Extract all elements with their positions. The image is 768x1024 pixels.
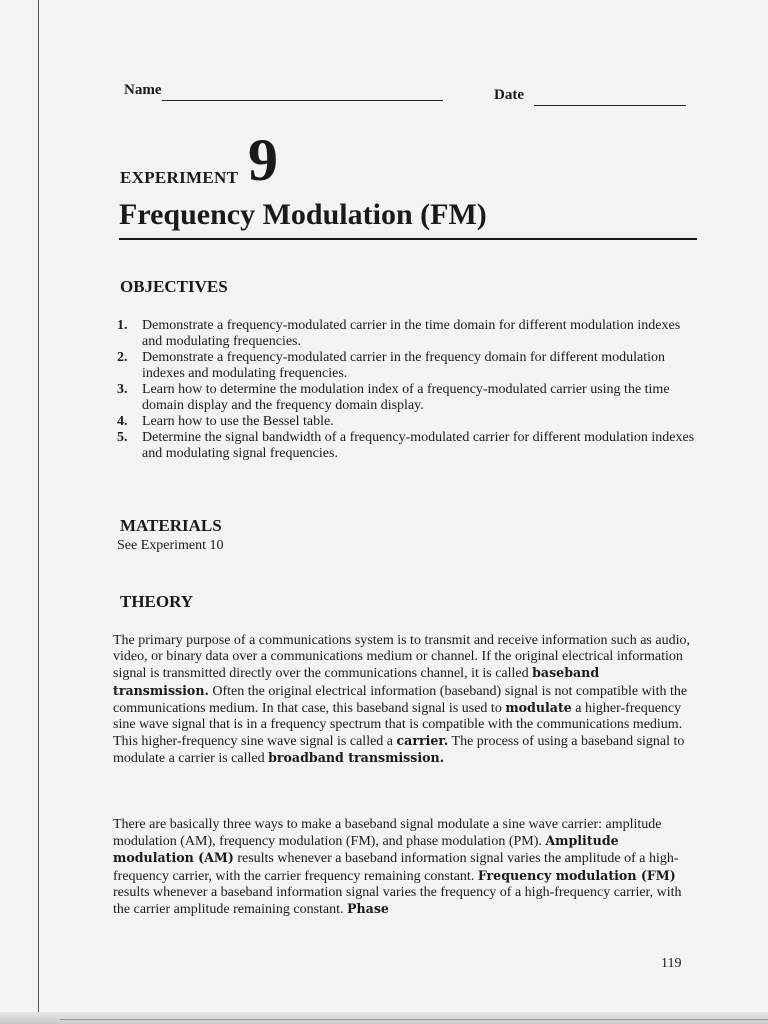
experiment-label: EXPERIMENT	[120, 168, 239, 187]
name-date-header	[124, 82, 690, 108]
text-run: The primary purpose of a communications system is to transmit and receive information such as audio, video, or binary data over a communications medium or channel. If the original electrical information signal is transmitted directly over the communications channel, it is called	[113, 633, 690, 682]
bold-term: modulate	[505, 699, 572, 715]
scan-edge-line	[60, 1019, 768, 1020]
title-underline	[119, 238, 697, 240]
page-number: 119	[661, 956, 682, 971]
list-item-number: 3.	[117, 382, 128, 397]
list-item-text: Learn how to use the Bessel table.	[142, 414, 334, 429]
text-run: results whenever a baseband information signal varies the frequency of a high-frequency carrier, with the carrier amplitude remaining constant.	[113, 884, 682, 918]
bold-term: baseband transmission.	[113, 665, 600, 698]
list-item-number: 5.	[117, 430, 128, 445]
name-blank-line	[162, 100, 443, 101]
list-item	[117, 318, 697, 350]
list-item-number: 2.	[117, 350, 128, 365]
objectives-heading: OBJECTIVES	[120, 277, 228, 296]
list-item-text: Learn how to determine the modulation index of a frequency-modulated carrier using the time domain display and the frequency domain display.	[142, 382, 670, 413]
theory-heading: THEORY	[120, 592, 194, 611]
bold-term: Frequency modulation (FM)	[477, 867, 676, 883]
bold-term: carrier.	[396, 733, 449, 749]
list-item	[117, 430, 697, 462]
list-item	[117, 382, 697, 414]
theory-paragraph-2	[113, 817, 699, 918]
date-blank-line	[534, 105, 686, 106]
binding-edge	[38, 0, 39, 1024]
text-run: Often the original electrical information (baseband) signal is not compatible with the communications medium. In that case, this baseband signal is used to	[113, 683, 688, 716]
list-item	[117, 414, 697, 430]
list-item-number: 4.	[117, 414, 128, 429]
text-run: a higher-frequency sine wave signal that is in a frequency spectrum that is compatible with the communications medium. This higher-frequency sine wave signal is called a	[113, 700, 683, 750]
list-item	[117, 350, 697, 382]
bold-term: Phase	[347, 901, 389, 917]
date-label: Date	[494, 87, 524, 103]
text-run: The process of using a baseband signal to modulate a carrier is called	[113, 734, 685, 767]
list-item-number: 1.	[117, 318, 128, 333]
experiment-number: 9	[248, 127, 278, 193]
objectives-list	[117, 318, 697, 462]
list-item-text: Demonstrate a frequency-modulated carrier in the frequency domain for different modulation indexes and modulating frequencies.	[142, 350, 665, 381]
scan-edge	[0, 1012, 768, 1024]
text-run: results whenever a baseband information signal varies the amplitude of a high-frequency carrier, with the carrier frequency remaining constant.	[113, 851, 679, 884]
bold-term: broadband transmission.	[268, 750, 445, 766]
list-item-text: Demonstrate a frequency-modulated carrier in the time domain for different modulation indexes and modulating frequencies.	[142, 318, 681, 349]
list-item-text: Determine the signal bandwidth of a frequency-modulated carrier for different modulation indexes and modulating signal frequencies.	[142, 430, 695, 461]
page-title: Frequency Modulation (FM)	[119, 198, 487, 231]
materials-heading: MATERIALS	[120, 516, 222, 535]
theory-paragraph-1	[113, 633, 699, 768]
materials-text: See Experiment 10	[117, 538, 224, 553]
text-run: There are basically three ways to make a baseband signal modulate a sine wave carrier: amplitude modulation (AM), frequency modulation (FM), and phase modulation (PM).	[113, 817, 662, 850]
name-label: Name	[124, 82, 162, 98]
bold-term: Amplitude modulation (AM)	[113, 833, 619, 866]
